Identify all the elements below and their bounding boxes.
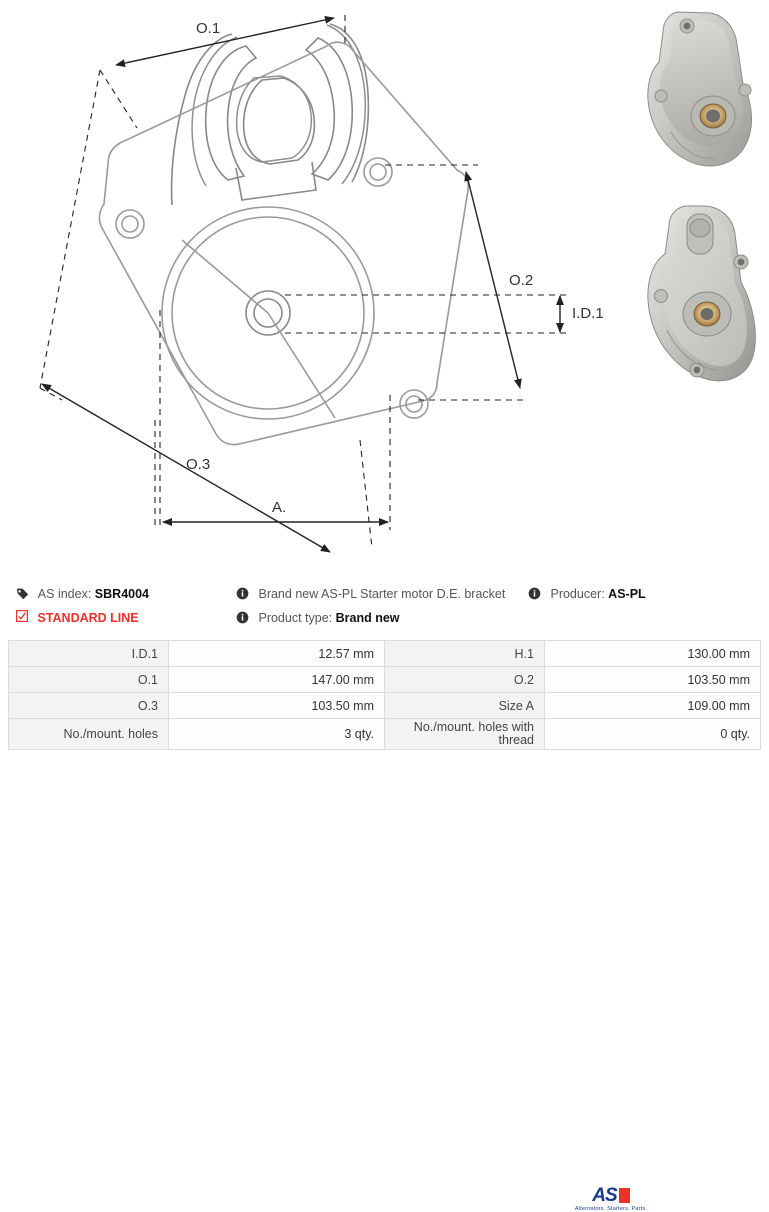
as-index-value: SBR4004 xyxy=(94,587,149,601)
spec-key: H.1 xyxy=(385,641,545,667)
dim-label-o1: O.1 xyxy=(196,20,221,37)
spec-key: No./mount. holes xyxy=(9,719,169,750)
brand-description-text: Brand new AS-PL Starter motor D.E. bracket xyxy=(258,587,506,601)
product-photo-bottom xyxy=(641,200,761,400)
technical-drawing xyxy=(0,0,640,578)
logo-red-bar xyxy=(619,1188,630,1203)
product-type-label: Product type: xyxy=(258,611,333,625)
spec-key: O.3 xyxy=(9,693,169,719)
as-index-cell xyxy=(16,582,149,608)
producer-label: Producer: xyxy=(550,587,605,601)
spec-key: Size A xyxy=(385,693,545,719)
as-index-label: AS index: xyxy=(37,587,92,601)
info-icon xyxy=(528,584,541,608)
standard-line-label: STANDARD LINE xyxy=(37,611,139,625)
table-row xyxy=(9,693,761,719)
brand-description-cell xyxy=(236,582,505,608)
bracket-linework xyxy=(94,40,470,444)
dim-label-o2: O.2 xyxy=(509,272,534,289)
info-icon xyxy=(236,584,249,608)
spec-value: 103.50 mm xyxy=(169,693,385,719)
spec-value: 130.00 mm xyxy=(545,641,761,667)
bracket-body xyxy=(92,35,466,459)
info-row-1 xyxy=(0,582,769,606)
product-type-value: Brand new xyxy=(335,611,400,625)
product-type-cell xyxy=(236,606,400,632)
product-photo-top xyxy=(641,4,761,194)
bracket-silhouette xyxy=(96,25,470,456)
dim-label-o3: O.3 xyxy=(186,456,211,473)
logo-subtitle: Alternators. Starters. Parts. xyxy=(574,1206,648,1212)
spec-value: 109.00 mm xyxy=(545,693,761,719)
info-row-2 xyxy=(0,606,769,630)
product-photos xyxy=(641,4,761,414)
spec-value: 147.00 mm xyxy=(169,667,385,693)
dim-label-a: A. xyxy=(272,499,287,516)
as-pl-logo xyxy=(566,1186,656,1212)
dim-label-id1: I.D.1 xyxy=(572,305,604,322)
spec-value: 3 qty. xyxy=(169,719,385,750)
specification-table xyxy=(8,640,761,750)
spec-key: O.2 xyxy=(385,667,545,693)
info-icon xyxy=(236,608,249,632)
spec-value: 12.57 mm xyxy=(169,641,385,667)
standard-line-cell xyxy=(16,606,139,630)
table-row xyxy=(9,667,761,693)
spec-key: O.1 xyxy=(9,667,169,693)
table-row xyxy=(9,641,761,667)
producer-value: AS-PL xyxy=(608,587,646,601)
logo-text: AS xyxy=(592,1185,617,1206)
check-square-icon xyxy=(16,606,28,630)
spec-value: 0 qty. xyxy=(545,719,761,750)
dimension-arrows xyxy=(42,18,560,552)
spec-value: 103.50 mm xyxy=(545,667,761,693)
producer-cell xyxy=(528,582,646,608)
table-row xyxy=(9,719,761,750)
spec-key: I.D.1 xyxy=(9,641,169,667)
tag-icon xyxy=(16,584,29,608)
spec-key: No./mount. holes with thread xyxy=(385,719,545,750)
